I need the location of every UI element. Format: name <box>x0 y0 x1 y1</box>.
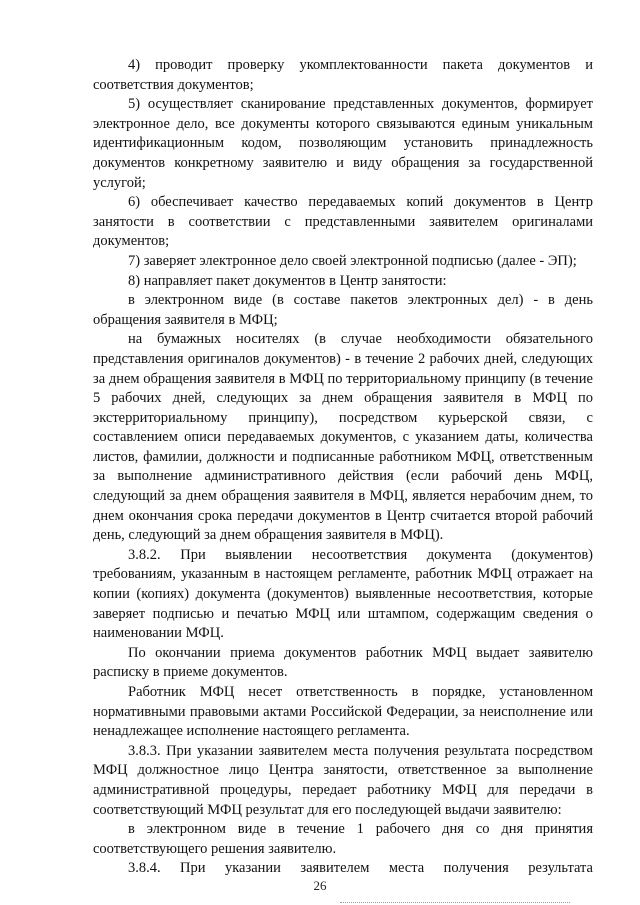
paragraph-3-8-2: 3.8.2. При выявлении несоответствия документа (документов) требованиям, указанным в настоящем регламенте, работник МФЦ отражает на копии (копиях) документа (документов) выявленные несоответствия, которые заверяет подписью и печатью МФЦ или штампом, содержащим сведения о наименовании МФЦ. <box>93 546 593 642</box>
paragraph-item-4: 4) проводит проверку укомплектованности пакета документов и соответствия документов; <box>93 57 593 93</box>
paragraph-item-5: 5) осуществляет сканирование представленных документов, формирует электронное дело, все документы которого связываются единым уникальным идентификационным кодом, позволяющим установить принадлежность документов конкретному заявителю и виду обращения за государственной услугой; <box>93 96 593 191</box>
paragraph-item-7: 7) заверяет электронное дело своей электронной подписью (далее - ЭП); <box>128 252 577 269</box>
paragraph-3-8-3: 3.8.3. При указании заявителем места получения результата посредством МФЦ должностное лицо Центра занятости, ответственное за выполнение административной процедуры, передает работнику МФЦ для передачи в соответствующий МФЦ результат для его последующей выдачи заявителю: <box>93 742 593 818</box>
document-body <box>93 56 593 879</box>
paragraph-receipt: По окончании приема документов работник МФЦ выдает заявителю расписку в приеме документов. <box>93 644 593 681</box>
paragraph-electronic-form: в электронном виде (в составе пакетов электронных дел) - в день обращения заявителя в МФЦ; <box>93 292 593 328</box>
paragraph-electronic-result: в электронном виде в течение 1 рабочего дня со дня принятия соответствующего решения заявителю. <box>93 821 593 857</box>
paragraph-3-8-4: 3.8.4. При указании заявителем места получения результата <box>128 860 593 877</box>
scan-edge-divider <box>340 902 570 904</box>
paragraph-item-6: 6) обеспечивает качество передаваемых копий документов в Центр занятости в соответствии с представленными заявителем оригиналами документов; <box>93 194 593 250</box>
paragraph-responsibility: Работник МФЦ несет ответственность в порядке, установленном нормативными правовыми актами Российской Федерации, за неисполнение или ненадлежащее исполнение настоящего регламента. <box>93 684 593 740</box>
paragraph-paper-form: на бумажных носителях (в случае необходимости обязательного представления оригиналов документов) - в течение 2 рабочих дней, следующих за днем обращения заявителя в МФЦ по территориальному принципу (в течение 5 рабочих дней, следующих за днем обращения заявителя в МФЦ по экстерриториальному принципу), посредством курьерской связи, с составлением описи передаваемых документов, с указанием даты, количества листов, фамилии, должности и подписанные работником МФЦ, ответственным за выполнение административного действия (если рабочий день МФЦ, следующий за днем обращения заявителя в МФЦ, является нерабочим днем, то днем окончания срока передачи документов в Центр считается второй рабочий день, следующий за днем обращения заявителя в МФЦ). <box>93 331 593 544</box>
page-number: 26 <box>313 878 327 893</box>
paragraph-item-8: 8) направляет пакет документов в Центр занятости: <box>128 272 447 289</box>
